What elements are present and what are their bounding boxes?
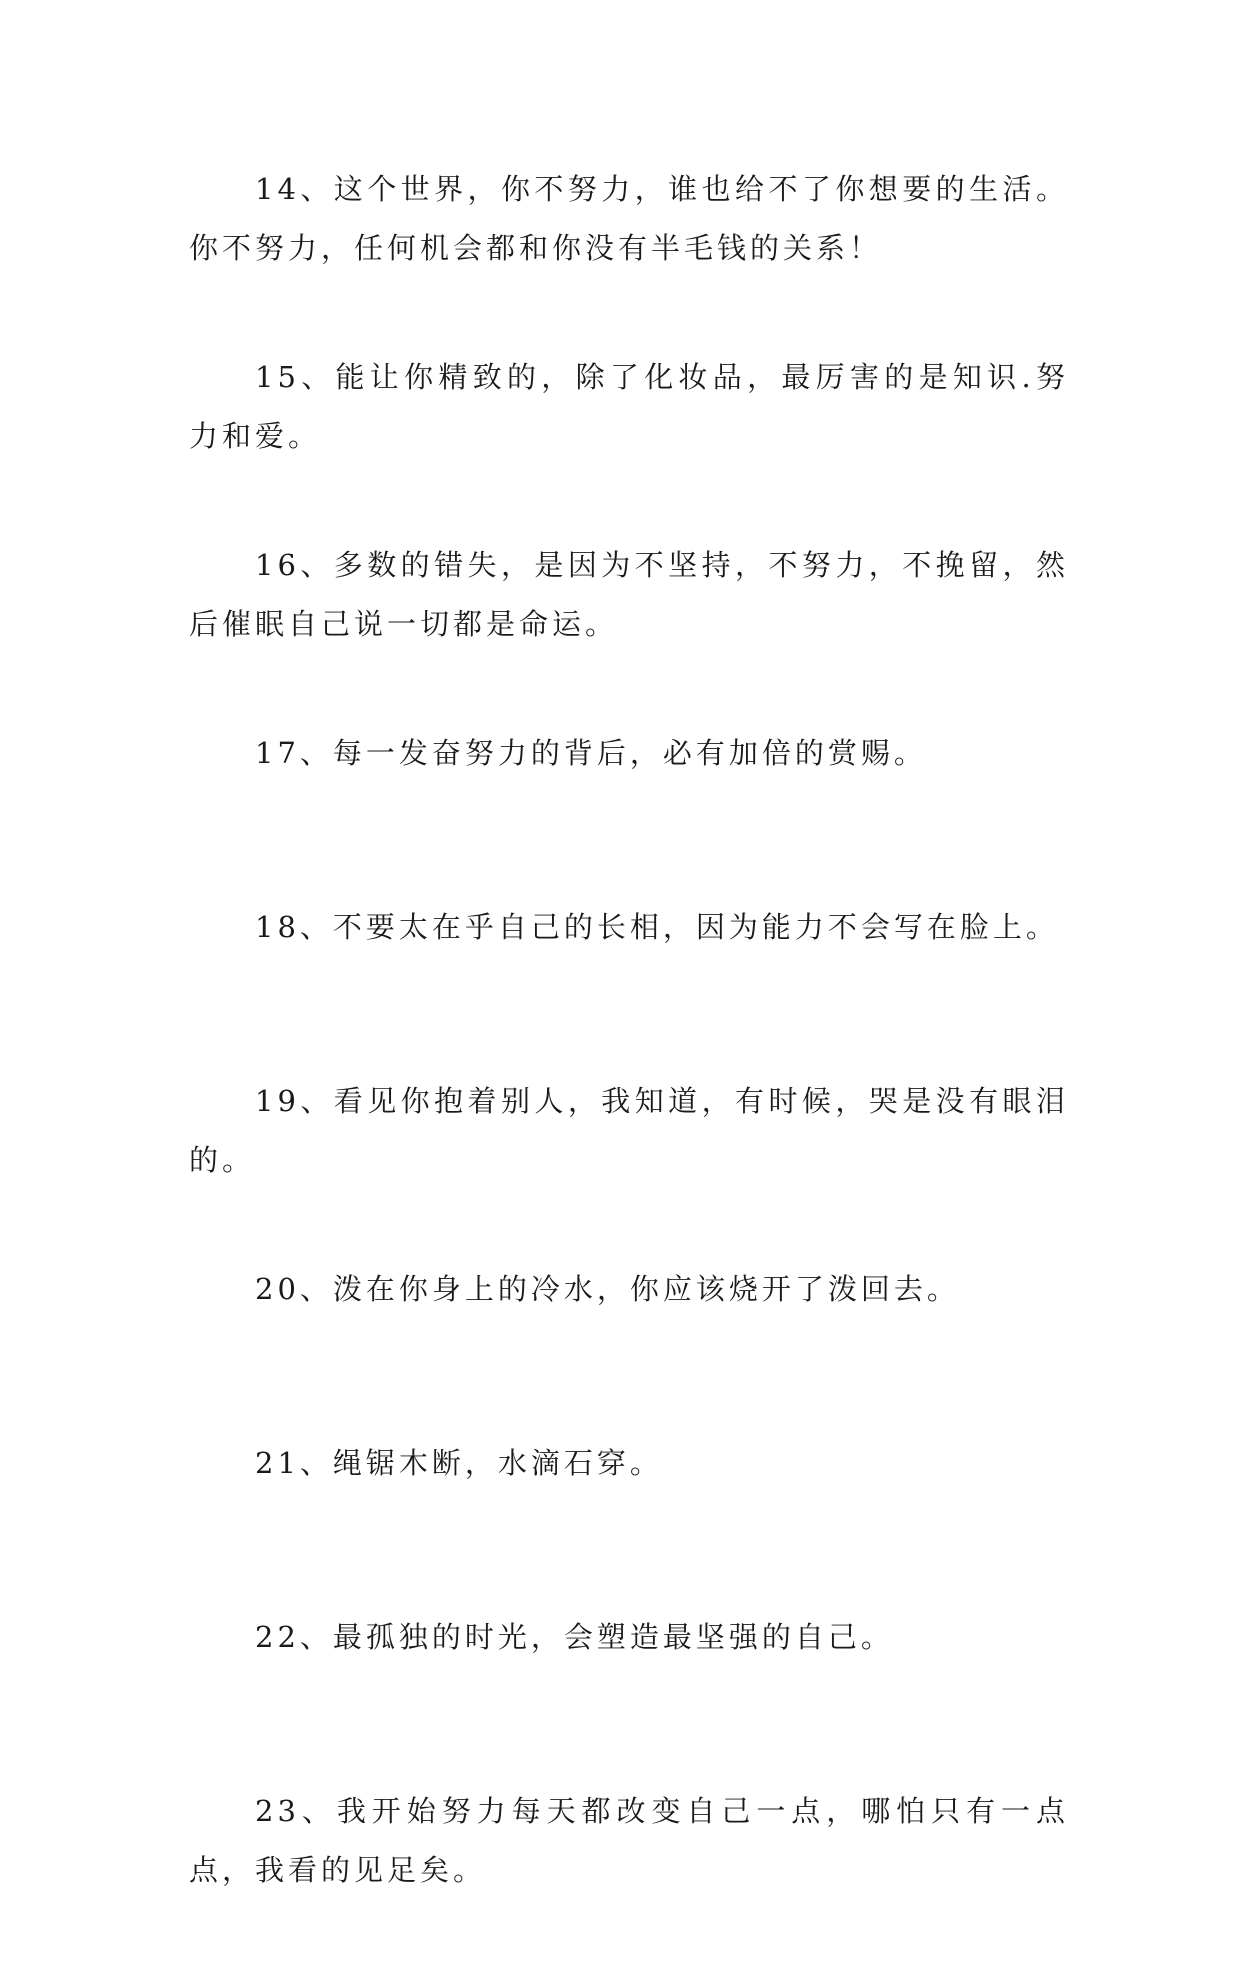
quote-16: 16、多数的错失，是因为不坚持，不努力，不挽留，然后催眠自己说一切都是命运。 bbox=[189, 548, 1069, 641]
quote-23: 23、我开始努力每天都改变自己一点，哪怕只有一点点，我看的见足矣。 bbox=[189, 1794, 1069, 1887]
quote-21: 21、绳锯木断，水滴石穿。 bbox=[255, 1446, 663, 1480]
quote-list bbox=[189, 160, 1069, 1970]
quote-14: 14、这个世界，你不努力，谁也给不了你想要的生活。你不努力，任何机会都和你没有半毛钱的关系！ bbox=[189, 172, 1069, 265]
quote-17: 17、每一发奋努力的背后，必有加倍的赏赐。 bbox=[255, 736, 927, 770]
quote-15: 15、能让你精致的，除了化妆品，最厉害的是知识.努力和爱。 bbox=[189, 360, 1069, 453]
quote-22: 22、最孤独的时光，会塑造最坚强的自己。 bbox=[255, 1620, 894, 1654]
quote-20: 20、泼在你身上的冷水，你应该烧开了泼回去。 bbox=[255, 1272, 960, 1306]
quote-18: 18、不要太在乎自己的长相，因为能力不会写在脸上。 bbox=[255, 910, 1059, 944]
quote-19: 19、看见你抱着别人，我知道，有时候，哭是没有眼泪的。 bbox=[189, 1084, 1069, 1177]
